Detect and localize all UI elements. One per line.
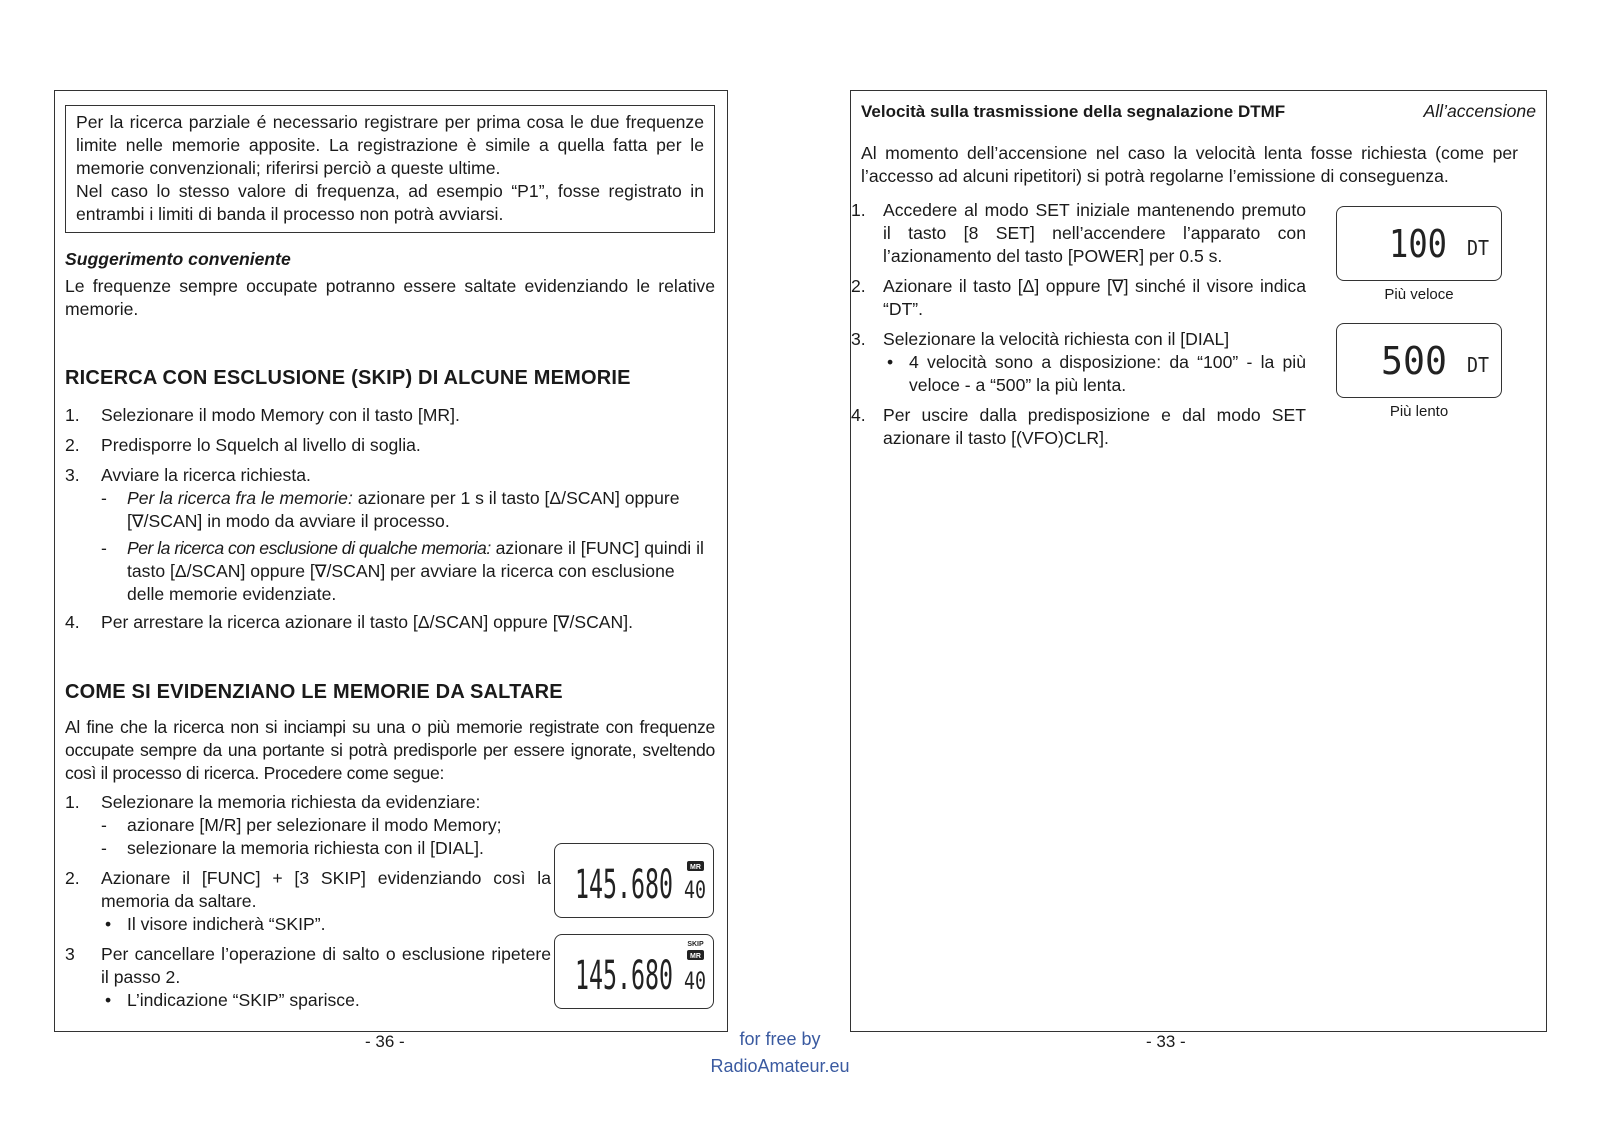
lcd-frequency: 145.680 <box>575 862 673 908</box>
dash: - <box>101 838 107 858</box>
bullet-dot: • <box>105 990 112 1010</box>
lcd-display-skip <box>554 934 714 1009</box>
credit-line-2[interactable]: RadioAmateur.eu <box>710 1056 850 1076</box>
step-number: 3. <box>851 329 866 349</box>
list-item <box>65 434 715 457</box>
sub-step-text: azionare per 1 s il tasto [Δ/SCAN] oppure [∇/SCAN] in modo da avviare il processo. <box>127 488 680 531</box>
list-item <box>65 943 551 1012</box>
step-number: 1. <box>851 200 866 220</box>
step-number: 1. <box>65 405 80 425</box>
sub-step-text: azionare [M/R] per selezionare il modo Memory; <box>127 815 502 835</box>
step-text: Per arrestare la ricerca azionare il tasto [Δ/SCAN] oppure [∇/SCAN]. <box>101 612 633 632</box>
sub-step-text: selezionare la memoria richiesta con il [DIAL]. <box>127 838 484 858</box>
dtmf-title: Velocità sulla trasmissione della segnalazione DTMF <box>861 102 1286 121</box>
tip-title: Suggerimento conveniente <box>65 249 291 269</box>
lcd-dt-label: DT <box>1467 236 1489 260</box>
bullet-dot: • <box>105 914 112 934</box>
step-number: 2. <box>65 868 80 888</box>
list-item <box>851 328 1306 397</box>
sub-step <box>101 537 715 606</box>
sub-step-lead: Per la ricerca fra le memorie: <box>127 488 353 508</box>
page-number-left: - 36 - <box>365 1032 405 1051</box>
step-number: 2. <box>851 276 866 296</box>
lcd-speed-value: 100 <box>1389 222 1447 266</box>
page-number-right: - 33 - <box>1146 1032 1186 1051</box>
caption-slow: Più lento <box>1389 403 1449 420</box>
section-heading-mark: COME SI EVIDENZIANO LE MEMORIE DA SALTARE <box>65 681 563 703</box>
step-text: Azionare il tasto [Δ] oppure [∇] sinché il visore indica “DT”. <box>883 276 1306 319</box>
sub-step-text: azionare il [FUNC] quindi il tasto [Δ/SCAN] oppure [∇/SCAN] per avviare la ricerca con esclusione delle memorie evidenziate. <box>127 538 704 604</box>
sub-step <box>101 814 715 837</box>
step-number: 3. <box>65 465 80 485</box>
step-text: Avviare la ricerca richiesta. <box>101 465 311 485</box>
lcd-segments <box>555 935 715 1010</box>
skip-steps-list <box>65 404 715 641</box>
note-paragraph-2: Nel caso lo stesso valore di frequenza, ad esempio “P1”, fosse registrato in entrambi i limiti di banda il processo non potrà avviarsi. <box>76 181 704 224</box>
list-item <box>65 867 551 936</box>
bullet-item <box>101 989 551 1012</box>
step-number: 1. <box>65 792 80 812</box>
step-text: Per uscire dalla predisposizione e dal modo SET azionare il tasto [(VFO)CLR]. <box>883 405 1306 448</box>
list-item <box>65 464 715 606</box>
step-text: Selezionare la velocità richiesta con il [DIAL] <box>883 329 1230 349</box>
step-number: 2. <box>65 435 80 455</box>
step-text: Accedere al modo SET iniziale mantenendo premuto il tasto [8 SET] nell’accendere l’apparato con l’azionamento del tasto [POWER] per 0.5 s. <box>883 200 1306 266</box>
mr-badge: MR <box>690 864 701 871</box>
step-number: 3 <box>65 944 75 964</box>
credit-line-1: for free by <box>739 1029 821 1049</box>
list-item <box>851 275 1306 321</box>
mark-intro-paragraph: Al fine che la ricerca non si inciampi su una o più memorie registrate con frequenze occupate sempre da una portante si potrà predisporle per essere ignorate, sveltendo così il processo di ricerca. Procedere come segue: <box>65 717 715 783</box>
lcd-display-slow <box>1336 323 1502 398</box>
dtmf-when: All’accensione <box>1423 101 1536 121</box>
list-item <box>65 404 715 427</box>
mr-badge: MR <box>690 953 701 960</box>
lcd-segments <box>1337 324 1503 399</box>
bullet-text: L’indicazione “SKIP” sparisce. <box>127 990 360 1010</box>
dash: - <box>101 488 107 508</box>
step-number: 4. <box>851 405 866 425</box>
step-text: Selezionare il modo Memory con il tasto [MR]. <box>101 405 460 425</box>
bullet-text: 4 velocità sono a disposizione: da “100” - la più veloce - a “500” la più lenta. <box>909 352 1306 395</box>
skip-indicator: SKIP <box>687 941 704 948</box>
dtmf-intro-paragraph: Al momento dell’accensione nel caso la velocità lenta fosse richiesta (come per l’accesso ad alcuni ripetitori) si potrà regolarne l’emissione di conseguenza. <box>861 143 1518 186</box>
lcd-display-fast <box>1336 206 1502 281</box>
step-text: Selezionare la memoria richiesta da evidenziare: <box>101 792 481 812</box>
bullet-item <box>101 913 551 936</box>
section-heading-skip: RICERCA CON ESCLUSIONE (SKIP) DI ALCUNE MEMORIE <box>65 367 631 389</box>
bullet-text: Il visore indicherà “SKIP”. <box>127 914 326 934</box>
caption-fast: Più veloce <box>1384 286 1454 303</box>
tip-paragraph: Le frequenze sempre occupate potranno essere saltate evidenziando le relative memorie. <box>65 276 715 319</box>
list-item <box>65 611 715 634</box>
dtmf-intro <box>861 142 1518 188</box>
lcd-frequency: 145.680 <box>575 953 673 999</box>
sub-step-lead: Per la ricerca con esclusione di qualche memoria: <box>127 538 491 558</box>
lcd-segments <box>1337 207 1503 282</box>
step-text: Per cancellare l’operazione di salto o esclusione ripetere il passo 2. <box>101 944 551 987</box>
step-number: 4. <box>65 612 80 632</box>
lcd-speed-value: 500 <box>1381 339 1447 383</box>
lcd-segments <box>555 844 715 919</box>
lcd-sub-digits: 40 <box>684 967 706 995</box>
dash: - <box>101 815 107 835</box>
sub-step <box>101 487 715 533</box>
bullet-item <box>883 351 1306 397</box>
lcd-dt-label: DT <box>1467 353 1489 377</box>
dash: - <box>101 538 107 558</box>
lcd-sub-digits: 40 <box>684 876 706 904</box>
step-text: Predisporre lo Squelch al livello di soglia. <box>101 435 421 455</box>
list-item <box>851 199 1306 268</box>
tip-text <box>65 275 715 321</box>
dtmf-steps-list <box>851 199 1306 457</box>
list-item <box>851 404 1306 450</box>
lcd-display-memory <box>554 843 714 918</box>
bullet-dot: • <box>887 352 894 372</box>
note-box <box>65 105 715 233</box>
mark-intro <box>65 716 715 785</box>
step-text: Azionare il [FUNC] + [3 SKIP] evidenziando così la memoria da saltare. <box>101 868 551 911</box>
note-paragraph-1: Per la ricerca parziale é necessario registrare per prima cosa le due frequenze limite nelle memorie apposite. La registrazione è simile a quella fatta per le memorie convenzionali; riferirsi perciò a queste ultime. <box>76 112 704 178</box>
